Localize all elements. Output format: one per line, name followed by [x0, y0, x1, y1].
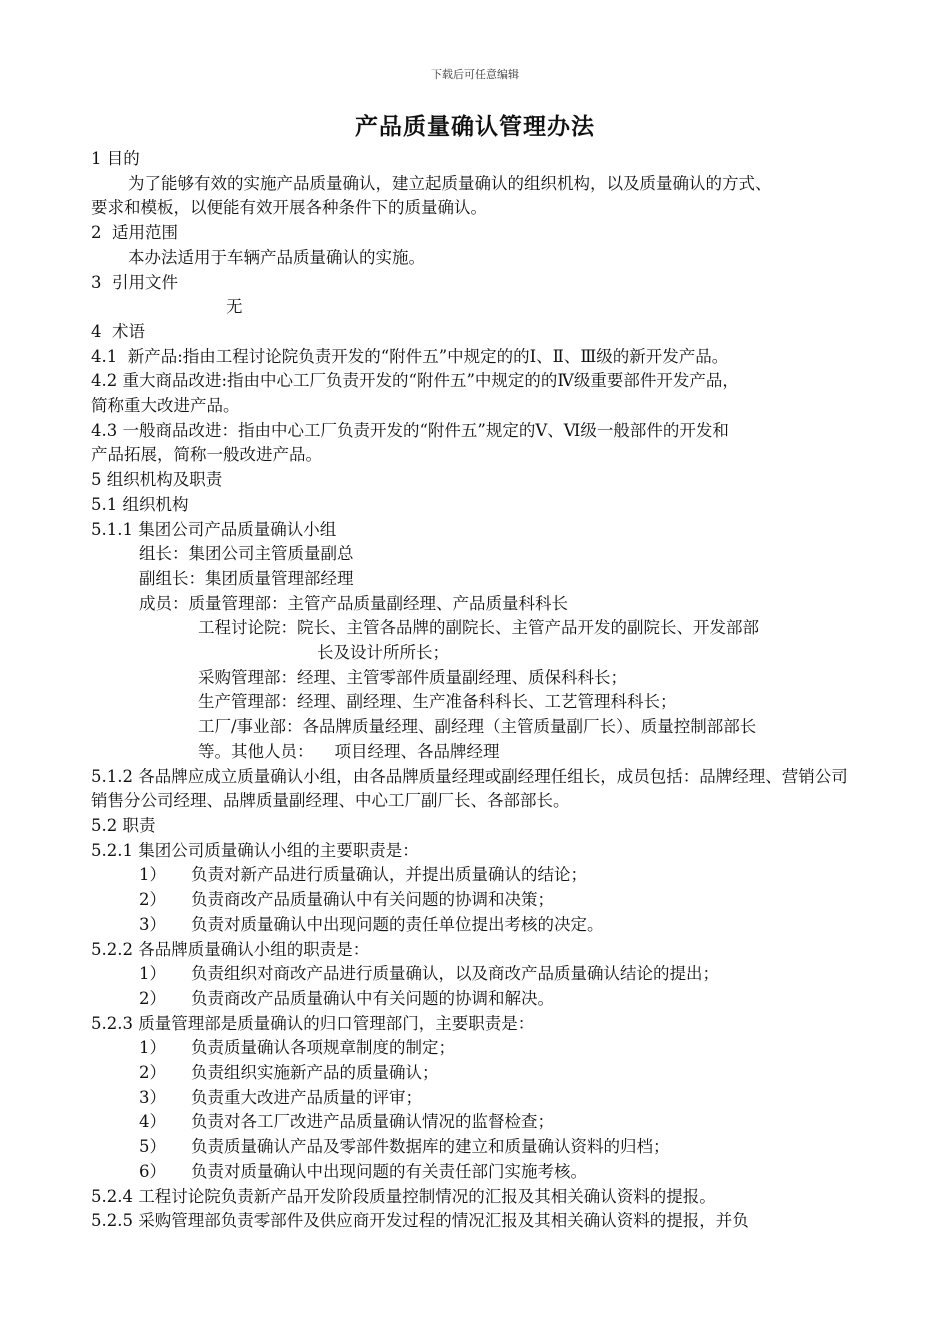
list-number: 3） [139, 1087, 166, 1107]
list-item [91, 1135, 861, 1160]
list-item [91, 888, 861, 913]
paragraph-line: 等。其他人员： 项目经理、各品牌经理 [198, 741, 500, 761]
page-header: 下载后可任意编辑 [431, 68, 519, 81]
paragraph-line: 成员：质量管理部：主管产品质量副经理、产品质量科科长 [139, 593, 568, 613]
list-number: 2） [139, 890, 166, 910]
section-heading: 5 组织机构及职责 [91, 470, 223, 490]
paragraph-line: 5.2.2 各品牌质量确认小组的职责是： [91, 939, 370, 959]
list-text: 负责质量确认产品及零部件数据库的建立和质量确认资料的归档； [191, 1137, 670, 1157]
list-number: 1） [139, 1038, 166, 1058]
subsection-heading: 5.1 组织机构 [91, 494, 189, 514]
list-text: 负责组织实施新产品的质量确认； [191, 1063, 439, 1083]
subsection-heading: 5.2 职责 [91, 815, 156, 835]
document-body [91, 147, 861, 1234]
paragraph-line: 要求和模板，以便能有效开展各种条件下的质量确认。 [91, 198, 487, 218]
list-item [91, 1110, 861, 1135]
paragraph-line: 5.2.3 质量管理部是质量确认的归口管理部门，主要职责是： [91, 1013, 535, 1033]
paragraph-line: 无 [226, 297, 243, 317]
list-number: 1） [139, 964, 166, 984]
section-heading: 1 目的 [91, 149, 140, 168]
list-text: 负责质量确认各项规章制度的制定； [191, 1038, 455, 1058]
list-text: 负责重大改进产品质量的评审； [191, 1087, 422, 1107]
list-item [91, 1036, 861, 1061]
paragraph-line: 生产管理部：经理、副经理、生产准备科科长、工艺管理科科长； [198, 692, 677, 712]
paragraph: 5.1.2 各品牌应成立质量确认小组，由各品牌质量经理或副经理任组长，成员包括：品牌经理、营销公司销售分公司经理、品牌质量副经理、中心工厂副厂长、各部部长。 [91, 766, 848, 811]
list-number: 4） [139, 1112, 166, 1132]
paragraph-line: 5.2.1 集团公司质量确认小组的主要职责是： [91, 840, 419, 860]
paragraph-line: 工厂/事业部：各品牌质量经理、副经理（主管质量副厂长）、质量控制部部长 [198, 717, 757, 737]
paragraph-line: 组长：集团公司主管质量副总 [139, 544, 354, 564]
subsection-heading: 5.1.1 集团公司产品质量确认小组 [91, 519, 337, 539]
paragraph-line: 5.2.4 工程讨论院负责新产品开发阶段质量控制情况的汇报及其相关确认资料的提报。 [91, 1186, 716, 1206]
list-item [91, 987, 861, 1012]
list-item [91, 1086, 861, 1111]
list-item [91, 962, 861, 987]
section-heading: 3 引用文件 [91, 272, 178, 292]
paragraph-line: 采购管理部：经理、主管零部件质量副经理、质保科科长； [198, 667, 627, 687]
list-text: 负责对各工厂改进产品质量确认情况的监督检查； [191, 1112, 554, 1132]
list-number: 3） [139, 914, 166, 934]
list-number: 6） [139, 1161, 166, 1181]
list-number: 5） [139, 1137, 166, 1157]
document-title: 产品质量确认管理办法 [355, 113, 595, 140]
paragraph-line: 4.2 重大商品改进:指由中心工厂负责开发的“附件五”中规定的的Ⅳ级重要部件开发产品， [91, 371, 739, 391]
paragraph-line: 长及设计所所长； [317, 643, 449, 663]
section-heading: 4 术语 [91, 321, 145, 341]
list-text: 负责商改产品质量确认中有关问题的协调和决策； [191, 890, 554, 910]
list-item [91, 913, 861, 938]
paragraph-line: 4.3 一般商品改进：指由中心工厂负责开发的“附件五”规定的Ⅴ、Ⅵ级一般部件的开发和 [91, 420, 729, 440]
paragraph-line: 本办法适用于车辆产品质量确认的实施。 [128, 247, 425, 267]
list-text: 负责对新产品进行质量确认，并提出质量确认的结论； [191, 865, 587, 885]
list-item [91, 1061, 861, 1086]
list-number: 1） [139, 865, 166, 885]
paragraph-line: 工程讨论院：院长、主管各品牌的副院长、主管产品开发的副院长、开发部部 [198, 618, 759, 638]
paragraph-line: 简称重大改进产品。 [91, 396, 240, 416]
section-heading: 2 适用范围 [91, 223, 178, 243]
list-item [91, 863, 861, 888]
paragraph-line: 5.2.5 采购管理部负责零部件及供应商开发过程的情况汇报及其相关确认资料的提报，并负 [91, 1211, 749, 1231]
paragraph-line: 为了能够有效的实施产品质量确认，建立起质量确认的组织机构，以及质量确认的方式、 [128, 173, 772, 193]
paragraph-line: 产品拓展，简称一般改进产品。 [91, 445, 322, 465]
list-text: 负责组织对商改产品进行质量确认，以及商改产品质量确认结论的提出； [191, 964, 719, 984]
paragraph-line: 副组长：集团质量管理部经理 [139, 568, 354, 588]
list-item [91, 1160, 861, 1185]
list-number: 2） [139, 988, 166, 1008]
paragraph-line: 4.1 新产品:指由工程讨论院负责开发的“附件五”中规定的的Ⅰ、Ⅱ、Ⅲ级的新开发产品。 [91, 346, 729, 366]
list-text: 负责商改产品质量确认中有关问题的协调和解决。 [191, 988, 554, 1008]
list-text: 负责对质量确认中出现问题的责任单位提出考核的决定。 [191, 914, 604, 934]
list-number: 2） [139, 1063, 166, 1083]
list-text: 负责对质量确认中出现问题的有关责任部门实施考核。 [191, 1161, 587, 1181]
